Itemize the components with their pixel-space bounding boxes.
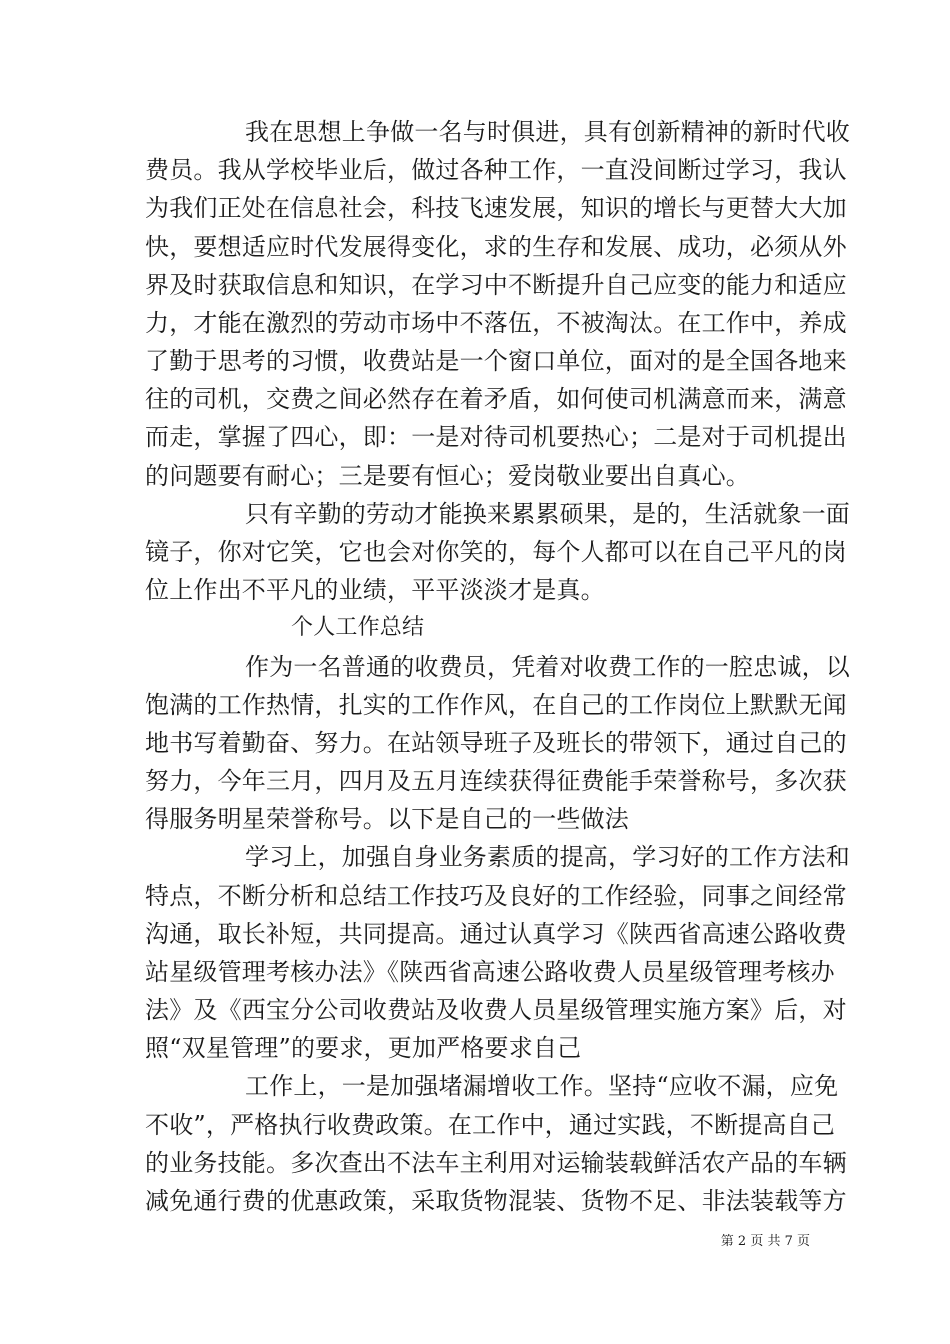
body-text-line: 的问题要有耐心；三是要有恒心；爱岗敬业要出自真心。 [145,462,750,490]
body-text-line: 位上作出不平凡的业绩，平平淡淡才是真。 [145,576,605,604]
body-text-line: 法》及《西宝分公司收费站及收费人员星级管理实施方案》后，对 [145,996,847,1024]
body-text-line: 镜子，你对它笑，它也会对你笑的，每个人都可以在自己平凡的岗 [145,538,847,566]
body-text-line: 只有辛勤的劳动才能换来累累硕果，是的，生活就象一面 [245,500,850,528]
body-text-line: 站星级管理考核办法》《陕西省高速公路收费人员星级管理考核办 [145,958,835,986]
body-text-line: 我在思想上争做一名与时俱进，具有创新精神的新时代收 [245,118,850,146]
body-text-line: 减免通行费的优惠政策，采取货物混装、货物不足、非法装载等方 [145,1187,847,1215]
body-text-line: 界及时获取信息和知识，在学习中不断提升自己应变的能力和适应 [145,271,847,299]
body-text-line: 得服务明星荣誉称号。以下是自己的一些做法 [145,805,629,833]
body-text-line: 照“双星管理”的要求，更加严格要求自己 [145,1034,582,1062]
section-heading: 个人工作总结 [291,615,425,640]
body-text-line: 特点，不断分析和总结工作技巧及良好的工作经验，同事之间经常 [145,882,847,910]
body-text-line: 不收”，严格执行收费政策。在工作中，通过实践，不断提高自己 [145,1111,836,1139]
body-text-line: 快，要想适应时代发展得变化，求的生存和发展、成功，必须从外 [145,233,847,261]
body-text-line: 饱满的工作热情，扎实的工作作风，在自己的工作岗位上默默无闻 [145,691,847,719]
body-text-line: 了勤于思考的习惯，收费站是一个窗口单位，面对的是全国各地来 [145,347,847,375]
body-text-line: 作为一名普通的收费员，凭着对收费工作的一腔忠诚，以 [245,653,850,681]
body-text-line: 费员。我从学校毕业后，做过各种工作，一直没间断过学习，我认 [145,156,847,184]
body-text-line: 往的司机，交费之间必然存在着矛盾，如何使司机满意而来，满意 [145,385,847,413]
body-text-line: 地书写着勤奋、努力。在站领导班子及班长的带领下，通过自己的 [145,729,847,757]
body-text-line: 力，才能在激烈的劳动市场中不落伍，不被淘汰。在工作中，养成 [145,309,847,337]
body-text-line: 努力，今年三月，四月及五月连续获得征费能手荣誉称号，多次获 [145,767,847,795]
body-text-line: 为我们正处在信息社会，科技飞速发展，知识的增长与更替大大加 [145,194,847,222]
body-text-line: 学习上，加强自身业务素质的提高，学习好的工作方法和 [245,843,850,871]
body-text-line: 沟通，取长补短，共同提高。通过认真学习《陕西省高速公路收费 [145,920,847,948]
page-number: 第 2 页 共 7 页 [720,1234,810,1249]
body-text-line: 工作上，一是加强堵漏增收工作。坚持“应收不漏，应免 [245,1072,839,1100]
body-text-line: 而走，掌握了四心，即：一是对待司机要热心；二是对于司机提出 [145,423,847,451]
body-text-line: 的业务技能。多次查出不法车主利用对运输装载鲜活农产品的车辆 [145,1149,847,1177]
